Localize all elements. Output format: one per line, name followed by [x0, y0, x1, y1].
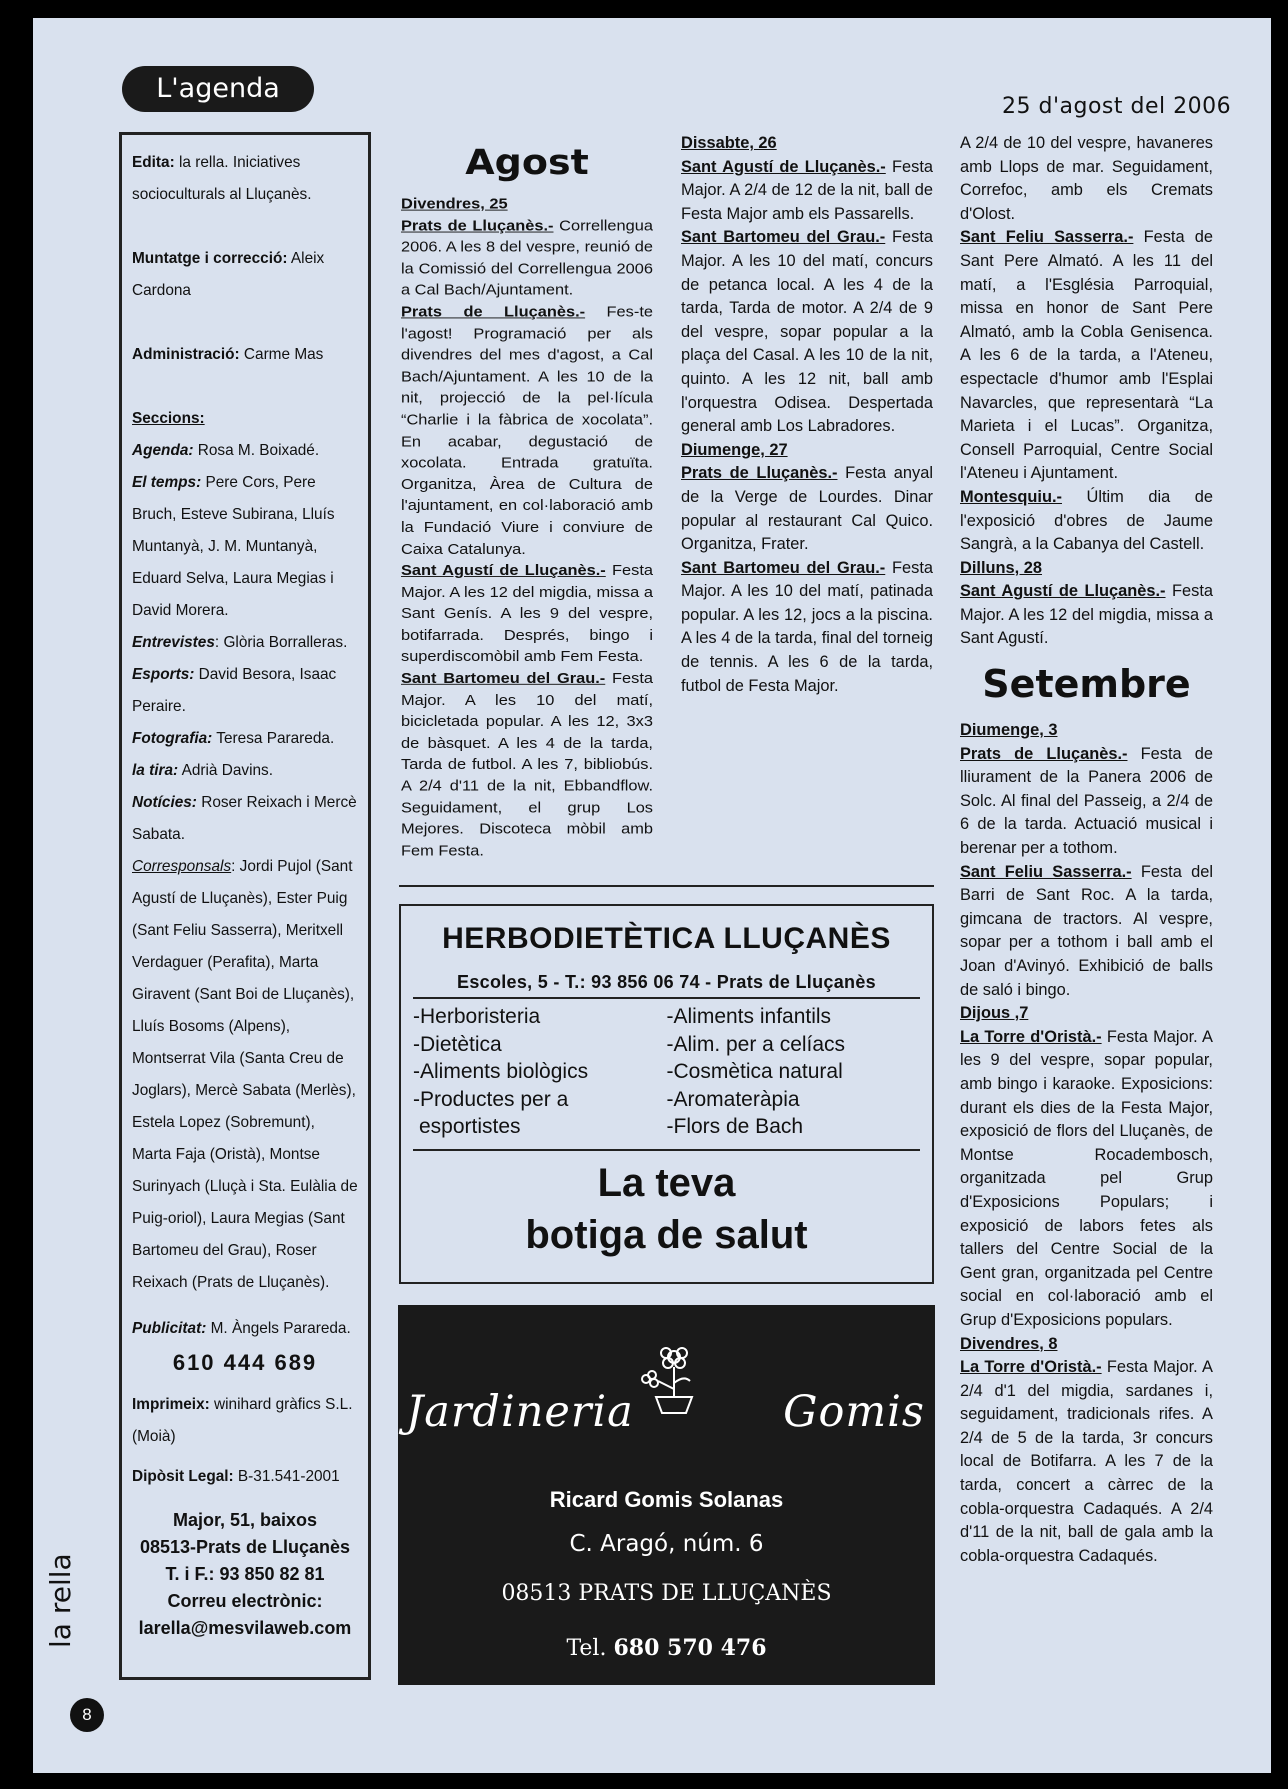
list-item: -Alim. per a celíacs	[666, 1032, 846, 1056]
day-heading: Dijous ,7	[960, 1004, 1029, 1023]
credit-label: El temps:	[132, 474, 202, 491]
publication-name: la rella	[44, 1553, 77, 1648]
list-item: -Flors de Bach	[666, 1115, 804, 1138]
event-text: Festa anyal de la Verge de Lourdes. Dinar popular al restaurant Cal Quico. Organitza, Frater.	[681, 464, 933, 554]
section-tag: L'agenda	[122, 66, 314, 112]
credit-label: Entrevistes	[132, 634, 215, 651]
list-item: -Cosmètica natural	[666, 1060, 843, 1083]
credit-text: Aleix Cardona	[132, 250, 325, 299]
event-place: Prats de Lluçanès.-	[401, 303, 586, 321]
credit-label: Imprimeix:	[132, 1396, 210, 1413]
event-text: Festa Major. A les 9 del vespre, sopar popular, amb bingo i karaoke. Exposicions: durant els dies de la Festa Major, exposició de flors del Lluçanès, de Montse Rocadembosch, organitzada pel Grup d'Exposicions Populars; i exposició de labors fetes als tallers del Centre Social de la Gent gran, organitzada pel Centre social en col·laboració amb el Grup d'Exposicions populars.	[960, 1027, 1213, 1329]
agenda-column-1	[401, 132, 653, 862]
event-text: A 2/4 de 10 del vespre, havaneres amb Llops de mar. Seguidament, Correfoc, amb els Cremats d'Olost.	[960, 134, 1213, 223]
address-line: T. i F.: 93 850 82 81	[165, 1564, 325, 1584]
credit-text: David Besora, Isaac Peraire.	[132, 666, 337, 715]
credit-label: la tira:	[132, 762, 179, 779]
list-item: -Productes per a	[413, 1087, 569, 1111]
page-number: 8	[70, 1698, 104, 1732]
event-text: Correllengua 2006. A les 8 del vespre, reunió de la Comissió del Correllengua 2006 a Cal Bach/Ajuntament.	[401, 217, 653, 299]
credit-text: winihard gràfics S.L. (Moià)	[132, 1396, 353, 1445]
agenda-column-3	[960, 132, 1213, 1568]
ad-shop-name: HERBODIETÈTICA LLUÇANÈS	[442, 922, 891, 955]
day-heading: Divendres, 8	[960, 1334, 1058, 1353]
ad-product-lists	[401, 999, 932, 1141]
credit-label: Administració:	[132, 346, 240, 363]
ad-product-list-left	[413, 1003, 667, 1141]
event-text: Festa de lliurament de la Panera 2006 de Solc. Al final del Passeig, a 2/4 de 6 de la tarda. Actuació musical i berenar per a tothom.	[960, 744, 1213, 858]
divider	[413, 1149, 920, 1151]
ad-product-list-right	[667, 1003, 921, 1141]
day-heading: Diumenge, 27	[681, 440, 788, 459]
month-heading: Agost	[465, 142, 589, 183]
event-place: La Torre d'Oristà.-	[960, 1027, 1102, 1046]
day-heading: Dissabte, 26	[681, 134, 777, 152]
credits-box	[119, 132, 371, 1680]
event-text: Festa del Barri de Sant Roc. A la tarda, gimcana de tractors. Al vespre, sopar per a tothom i ball amb el Joan d'Avinyó. Exhibició de balls de saló i bingo.	[960, 862, 1213, 999]
event-place: Sant Agustí de Lluçanès.-	[960, 582, 1166, 601]
list-item: -Aliments biològics	[413, 1060, 589, 1083]
event-text: Festa Major. A les 10 del matí, patinada popular. A les 12, jocs a la piscina. A les 4 de la tarda, final del torneig de tennis. A les 6 de la tarda, futbol de Festa Major.	[681, 558, 933, 695]
agenda-column-2	[681, 132, 933, 698]
credit-label: Notícies:	[132, 794, 197, 811]
event-text: Festa Major. A les 12 del migdia, missa a Sant Agustí.	[960, 582, 1213, 648]
event-place: La Torre d'Oristà.-	[960, 1358, 1102, 1377]
flowerpot-icon	[632, 1341, 712, 1421]
credit-label: Corresponsals	[132, 858, 232, 875]
credit-text: Pere Cors, Pere Bruch, Esteve Subirana, Lluís Muntanyà, J. M. Muntanyà, Eduard Selva, Laura Megias i David Morera.	[132, 474, 335, 619]
issue-date: 25 d'agost del 2006	[1002, 94, 1232, 119]
credit-label: Muntatge i correcció:	[132, 250, 288, 267]
ad-street: C. Aragó, núm. 6	[569, 1531, 764, 1557]
credit-text: Teresa Parareda.	[212, 730, 335, 747]
jardineria-gomis-ad	[398, 1305, 935, 1685]
event-place: Sant Bartomeu del Grau.-	[681, 228, 886, 247]
herbodietetica-ad	[399, 904, 934, 1284]
credit-text: B-31.541-2001	[233, 1468, 340, 1485]
list-item: -Aliments infantils	[666, 1005, 832, 1028]
ad-owner-name: Ricard Gomis Solanas	[549, 1487, 784, 1512]
ad-slogan-line-1: La teva	[597, 1160, 736, 1205]
event-place: Sant Bartomeu del Grau.-	[401, 670, 606, 687]
address-line: 08513-Prats de Lluçanès	[139, 1537, 351, 1557]
day-heading: Dilluns, 28	[960, 558, 1042, 577]
event-text: Festa de Sant Pere Almató. A les 11 del matí, a l'Església Parroquial, missa en honor de Sant Pere Almató, amb la Cobla Genisenca. A les 6 de la tarda, a l'Ateneu, espectacle d'humor amb l'Esplai Navarcles, que representarà “La Marieta i el Lucas”. Organitza, Consell Parroquial, Centre Social l'Ateneu i Ajuntament.	[960, 228, 1213, 483]
credit-label: Esports:	[132, 666, 195, 683]
event-text: Festa Major. A les 10 del matí, bicicletada popular. A les 12, 3x3 de bàsquet. A les 4 de la tarda, Tarda de futbol. A les 7, bibliobús. A 2/4 d'11 de la nit, Ebbandflow. Seguidament, el grup Los Mejores. Discoteca mòbil amb Fem Festa.	[401, 670, 653, 860]
month-heading: Setembre	[982, 662, 1191, 707]
event-text: Últim dia de l'exposició d'obres de Jaume Sangrà, a la Cabanya del Castell.	[960, 487, 1213, 554]
event-place: Sant Agustí de Lluçanès.-	[681, 157, 886, 176]
credit-label: Publicitat:	[132, 1320, 207, 1337]
event-place: Prats de Lluçanès.-	[681, 464, 838, 483]
ad-phone	[398, 1635, 935, 1661]
event-place: Sant Agustí de Lluçanès.-	[401, 562, 606, 579]
event-place: Prats de Lluçanès.-	[960, 744, 1128, 763]
brand-word-1: Jardineria	[406, 1387, 634, 1437]
credit-text: Rosa M. Boixadé.	[193, 442, 320, 459]
list-item: -Aromateràpia	[666, 1087, 800, 1111]
address-line: Correu electrònic:	[167, 1591, 323, 1611]
credit-text: Carme Mas	[239, 346, 324, 363]
divider	[399, 885, 934, 887]
event-text: Festa Major. A les 12 del migdia, missa a Sant Genís. A les 9 del vespre, botifarrada. Després, bingo i superdiscomòbil amb Fem Festa.	[401, 562, 653, 666]
credit-text: : Jordi Pujol (Sant Agustí de Lluçanès), Ester Puig (Sant Feliu Sasserra), Meritxell Verdaguer (Perafita), Marta Giravent (Sant Boi de Lluçanès), Lluís Bosoms (Alpens), Montserrat Vila (Santa Creu de Joglars), Mercè Sabata (Merlès), Estela Lopez (Sobremunt), Marta Faja (Oristà), Montse Surinyach (Lluçà i Sta. Eulàlia de Puig-oriol), Laura Megias (Sant Bartomeu del Grau), Roser Reixach (Prats de Lluçanès).	[132, 858, 358, 1291]
email-address: larella@mesvilaweb.com	[138, 1618, 352, 1638]
day-heading: Divendres, 25	[401, 195, 508, 213]
event-place: Sant Bartomeu del Grau.-	[681, 558, 886, 577]
event-text: Fes-te l'agost! Programació per als divendres del mes d'agost, a Cal Bach/Ajuntament. A les 10 de la nit, projecció de la pel·lícula “Charlie i la fàbrica de xocolata”. En acabar, degustació de xocolata. Entrada gratuïta. Organitza, Àrea de Cultura de l'ajuntament, en col·laboració amb la Fundació Viure i conviure de Caixa Catalunya.	[401, 303, 653, 558]
event-place: Sant Feliu Sasserra.-	[960, 228, 1134, 247]
event-place: Prats de Lluçanès.-	[401, 217, 554, 234]
ad-city: 08513 PRATS DE LLUÇANÈS	[501, 1581, 832, 1606]
event-place: Sant Feliu Sasserra.-	[960, 862, 1132, 881]
list-item: -Herboristeria	[413, 1005, 541, 1028]
credit-text: Roser Reixach i Mercè Sabata.	[132, 794, 357, 843]
phone-label: Tel.	[566, 1636, 607, 1661]
credit-label: Fotografia:	[132, 730, 213, 747]
event-text: Festa Major. A 2/4 de 12 de la nit, ball de Festa Major amb els Passarells.	[681, 157, 933, 223]
event-text: Festa Major. A 2/4 d'1 del migdia, sardanes i, seguidament, tradicionals rifes. A 2/4 de 5 de la tarda, 3r concurs local de Botifarra. A les 7 de la tarda, concert a càrrec de la cobla-orquestra Cadaqués. A 2/4 d'11 de la nit, ball de gala amb la cobla-orquestra Cadaqués.	[960, 1358, 1213, 1565]
ad-shop-address: Escoles, 5 - T.: 93 856 06 74 - Prats de Lluçanès	[457, 972, 876, 992]
list-item: -Dietètica	[413, 1032, 502, 1056]
sections-heading: Seccions:	[132, 410, 205, 427]
event-place: Montesquiu.-	[960, 487, 1062, 506]
credit-text: : Glòria Borralleras.	[214, 634, 348, 651]
day-heading: Diumenge, 3	[960, 721, 1058, 740]
ad-slogan-line-2: botiga de salut	[525, 1212, 808, 1257]
credit-label: Agenda:	[132, 442, 194, 459]
event-text: Festa Major. A les 10 del matí, concurs de petanca local. A les 4 de la tarda, Tarda de motor. A 2/4 de 9 del vespre, sopar popular a la plaça del Casal. A les 10 de la nit, quinto. A les 12 nit, ball amb l'orquestra Odisea. Despertada general amb Los Labradores.	[681, 228, 933, 436]
address-line: Major, 51, baixos	[172, 1510, 318, 1530]
credit-label: Edita:	[132, 154, 175, 171]
advertising-phone: 610 444 689	[172, 1350, 318, 1375]
brand-word-2: Gomis	[783, 1387, 925, 1437]
phone-number: 680 570 476	[613, 1635, 767, 1661]
credit-text: M. Àngels Parareda.	[206, 1320, 351, 1337]
credit-text: Adrià Davins.	[178, 762, 273, 779]
credit-text: la rella. Iniciatives socioculturals al Lluçanès.	[132, 154, 312, 203]
credit-label: Dipòsit Legal:	[132, 1468, 234, 1485]
list-item: esportistes	[419, 1115, 521, 1138]
